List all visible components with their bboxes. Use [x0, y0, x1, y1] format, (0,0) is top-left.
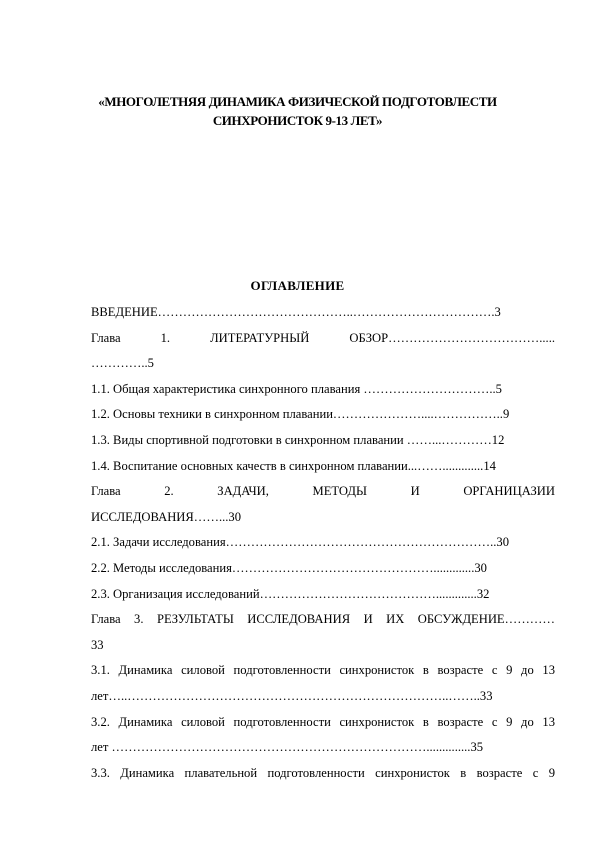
- toc-entry-3-2-cont: лет …………………………………………………………………..............35: [91, 740, 484, 755]
- toc-entry-chapter-1-cont: …………..5: [91, 356, 154, 371]
- toc-entry-1-3: 1.3. Виды спортивной подготовки в синхронном плавании ……...…………12: [91, 432, 505, 447]
- table-of-contents: [91, 300, 555, 786]
- toc-entry-2-3: 2.3. Организация исследований…………………………………….............32: [91, 586, 490, 601]
- toc-entry-1-1: 1.1. Общая характеристика синхронного плавания …………………………..5: [91, 381, 502, 396]
- toc-entry-chapter-1: Глава 1. ЛИТЕРАТУРНЫЙ ОБЗОР……………………………….....: [91, 330, 555, 345]
- toc-entry-3-1-cont: лет…..…………………………………………………………………..……..33: [91, 688, 493, 703]
- toc-heading: ОГЛАВЛЕНИЕ: [250, 278, 345, 293]
- toc-entry-2-2: 2.2. Методы исследования………………………………………….............30: [91, 560, 487, 575]
- title-line-1: «МНОГОЛЕТНЯЯ ДИНАМИКА ФИЗИЧЕСКОЙ ПОДГОТОВЛЕСТИ: [98, 94, 497, 109]
- toc-entry-1-4: 1.4. Воспитание основных качеств в синхронном плавании...…….............14: [91, 458, 496, 473]
- toc-entry-2-1: 2.1. Задачи исследования………………………………………………………..30: [91, 535, 509, 550]
- toc-entry-3-2: 3.2. Динамика силовой подготовленности синхронисток в возрасте с 9 до 13: [91, 714, 555, 729]
- title-line-2: СИНХРОНИСТОК 9-13 ЛЕТ»: [212, 113, 383, 128]
- toc-entry-3-1: 3.1. Динамика силовой подготовленности синхронисток в возрасте с 9 до 13: [91, 663, 555, 678]
- document-title: [60, 92, 535, 130]
- toc-entry-chapter-2-cont: ИССЛЕДОВАНИЯ……...30: [91, 509, 242, 524]
- toc-entry-1-2: 1.2. Основы техники в синхронном плавании…………………....……………..9: [91, 407, 510, 422]
- toc-entry-introduction: ВВЕДЕНИЕ………………………………………..…………………………….3: [91, 305, 501, 319]
- toc-entry-chapter-3-cont: 33: [91, 637, 104, 652]
- toc-entry-chapter-3: Глава 3. РЕЗУЛЬТАТЫ ИССЛЕДОВАНИЯ И ИХ ОБСУЖДЕНИЕ…………: [91, 612, 555, 627]
- toc-entry-chapter-2: Глава 2. ЗАДАЧИ, МЕТОДЫ И ОРГАНИЦАЗИИ: [91, 484, 555, 499]
- toc-entry-3-3: 3.3. Динамика плавательной подготовленности синхронисток в возрасте с 9: [91, 765, 555, 780]
